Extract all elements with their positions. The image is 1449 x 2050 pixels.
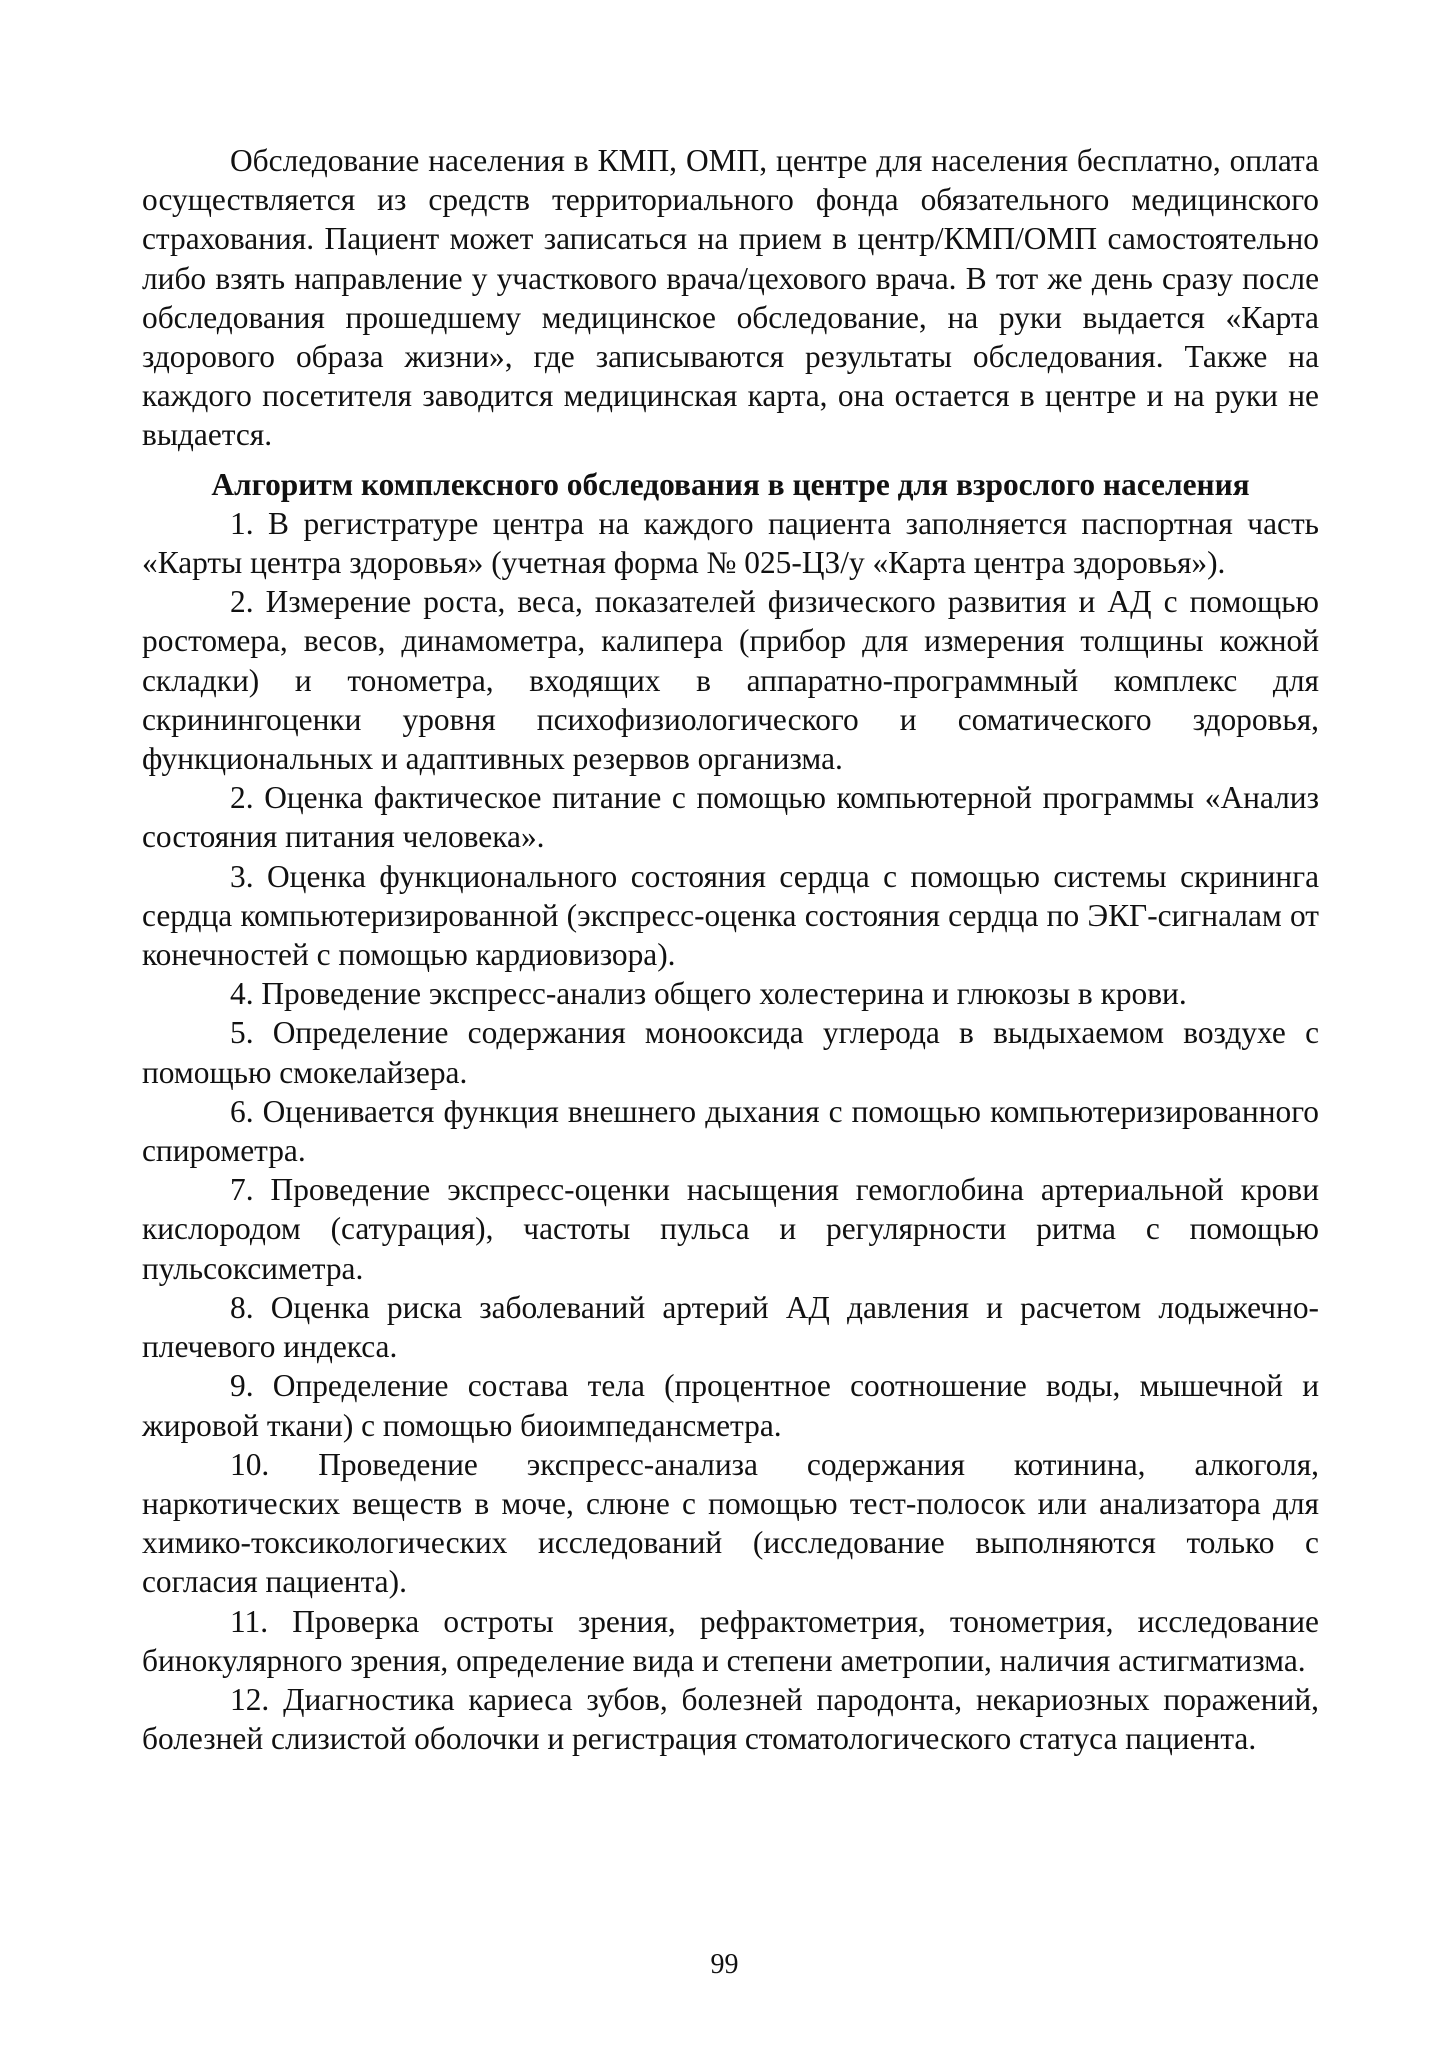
list-item: 5. Определение содержания монооксида углерода в выдыхаемом воздухе с помощью смокелайзера. (142, 1015, 1319, 1090)
list-item: 10. Проведение экспресс-анализа содержания котинина, алкоголя, наркотических веществ в моче, слюне с помощью тест-полосок или анализатора для химико-токсикологических исследований (исследование выполняются только с согласия пациента). (142, 1446, 1319, 1600)
page-content (142, 141, 1319, 1758)
list-item: 6. Оценивается функция внешнего дыхания с помощью компьютеризированного спирометра. (142, 1093, 1319, 1169)
list-item: 2. Измерение роста, веса, показателей физического развития и АД с помощью ростомера, весов, динамометра, калипера (прибор для измерения толщины кожной складки) и тонометра, входящих в аппаратно-программный комплекс для скринингоценки уровня психофизиологического и соматического здоровья, функциональных и адаптивных резервов организма. (142, 584, 1319, 777)
list-item: 12. Диагностика кариеса зубов, болезней пародонта, некариозных поражений, болезней слизистой оболочки и регистрация стоматологического статуса пациента. (142, 1681, 1319, 1757)
section-heading: Алгоритм комплексного обследования в центре для взрослого населения (211, 466, 1250, 502)
list-item: 9. Определение состава тела (процентное соотношение воды, мышечной и жировой ткани) с помощью биоимпедансметра. (142, 1368, 1319, 1443)
list-item: 3. Оценка функционального состояния сердца с помощью системы скрининга сердца компьютеризированной (экспресс-оценка состояния сердца по ЭКГ-сигналам от конечностей с помощью кардиовизора). (142, 858, 1319, 973)
page-number: 99 (710, 1949, 739, 1980)
intro-paragraph: Обследование населения в КМП, ОМП, центре для населения бесплатно, оплата осуществляется из средств территориального фонда обязательного медицинского страхования. Пациент может записаться на прием в центр/КМП/ОМП самостоятельно либо взять направление у участкового врача/цехового врача. В тот же день сразу после обследования прошедшему медицинское обследование, на руки выдается «Карта здорового образа жизни», где записываются результаты обследования. Также на каждого посетителя заводится медицинская карта, она остается в центре и на руки не выдается. (142, 143, 1319, 453)
list-item: 2. Оценка фактическое питание с помощью компьютерной программы «Анализ состояния питания человека». (142, 780, 1319, 855)
list-item: 8. Оценка риска заболеваний артерий АД давления и расчетом лодыжечно-плечевого индекса. (142, 1289, 1319, 1365)
list-item: 7. Проведение экспресс-оценки насыщения гемоглобина артериальной крови кислородом (сатурация), частоты пульса и регулярности ритма с помощью пульсоксиметра. (142, 1172, 1319, 1286)
list-item: 11. Проверка остроты зрения, рефрактометрия, тонометрия, исследование бинокулярного зрения, определение вида и степени аметропии, наличия астигматизма. (142, 1603, 1319, 1678)
list-item: 1. В регистратуре центра на каждого пациента заполняется паспортная часть «Карты центра здоровья» (учетная форма № 025-ЦЗ/у «Карта центра здоровья»). (142, 505, 1319, 581)
list-item: 4. Проведение экспресс-анализ общего холестерина и глюкозы в крови. (230, 976, 1187, 1012)
